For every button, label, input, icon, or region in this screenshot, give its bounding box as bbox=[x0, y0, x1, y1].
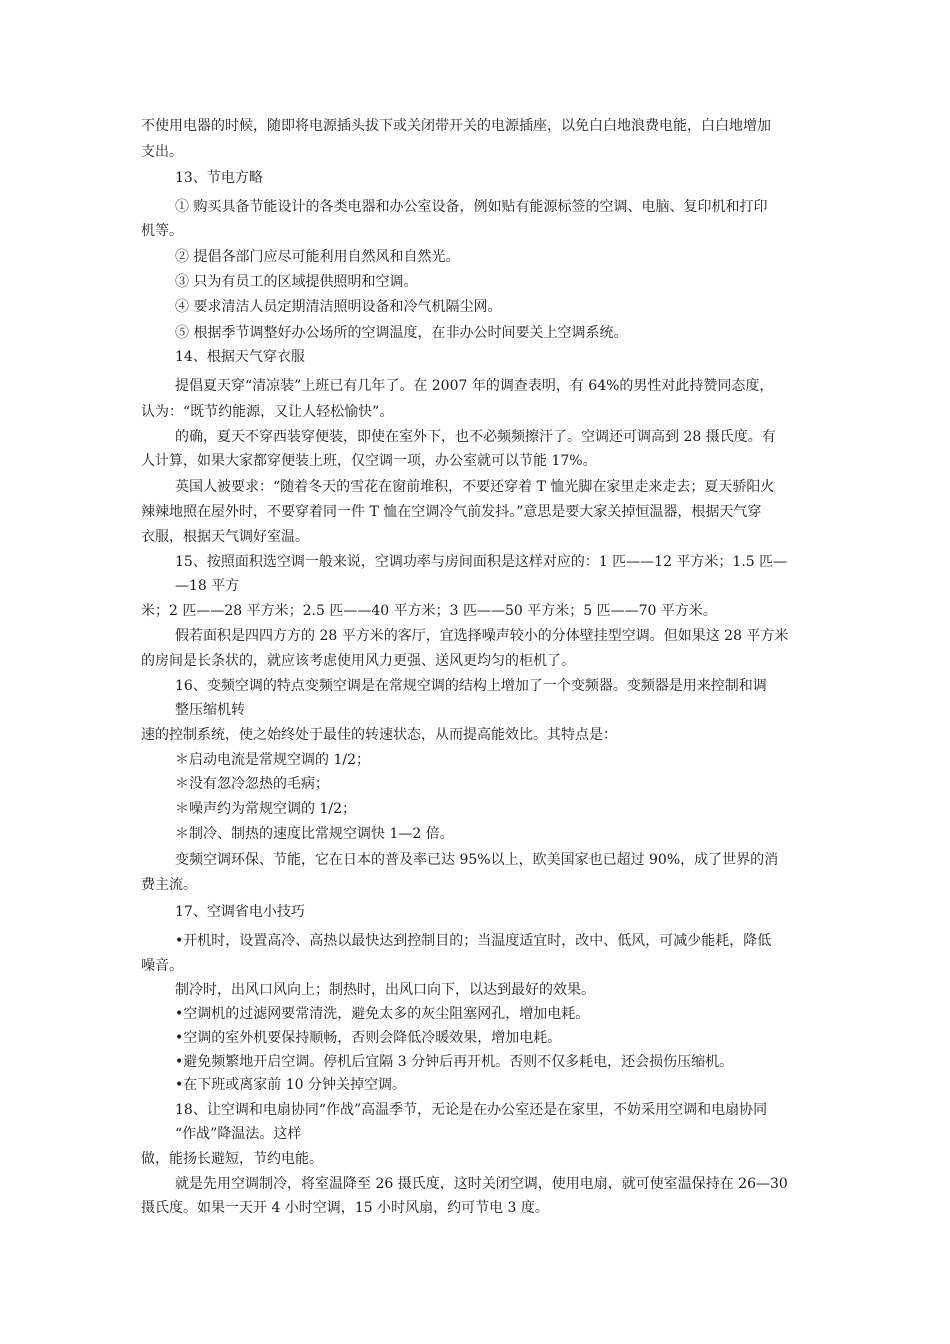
list-item: •在下班或离家前 10 分钟关掉空调。 bbox=[175, 1077, 406, 1093]
section-heading: 15、按照面积选空调一般来说，空调功率与房间面积是这样对应的：1 匹——12 平方米；1.5 匹— bbox=[175, 554, 788, 570]
list-item: ⑤ 根据季节调整好办公场所的空调温度，在非办公时间要关上空调系统。 bbox=[175, 325, 628, 341]
text-line: —18 平方 bbox=[175, 578, 240, 594]
text-line: 人计算，如果大家都穿便装上班，仅空调一项，办公室就可以节能 17%。 bbox=[141, 453, 597, 469]
section-heading: 16、变频空调的特点变频空调是在常规空调的结构上增加了一个变频器。变频器是用来控制和调 bbox=[175, 678, 767, 694]
text-line: 速的控制系统，使之始终处于最佳的转速状态，从而提高能效比。其特点是： bbox=[141, 727, 617, 743]
text-line: 提倡夏天穿“清凉装”上班已有几年了。在 2007 年的调查表明，有 64%的男性对此持赞同态度， bbox=[175, 378, 774, 394]
text-line: 不使用电器的时候，随即将电源插头拔下或关闭带开关的电源插座，以免白白地浪费电能，白白地增加 bbox=[141, 118, 771, 134]
list-item: ④ 要求清洁人员定期清洁照明设备和冷气机隔尘网。 bbox=[175, 299, 502, 315]
text-line: 辣辣地照在屋外时，不要穿着同一件 T 恤在空调冷气前发抖。”意思是要大家关掉恒温器，根据天气穿 bbox=[141, 504, 762, 520]
text-line: 费主流。 bbox=[141, 877, 197, 893]
list-item: ① 购买具备节能设计的各类电器和办公室设备，例如贴有能源标签的空调、电脑、复印机和打印 bbox=[175, 199, 768, 215]
list-item: •开机时，设置高冷、高热以最快达到控制目的；当温度适宜时，改中、低风，可减少能耗，降低 bbox=[175, 933, 772, 949]
list-item: ＊噪声约为常规空调的 1/2； bbox=[175, 801, 356, 817]
text-line: 制冷时，出风口风向上；制热时，出风口向下，以达到最好的效果。 bbox=[175, 982, 595, 998]
list-item: •空调机的过滤网要常清洗，避免太多的灰尘阻塞网孔，增加电耗。 bbox=[175, 1006, 590, 1022]
text-line: 英国人被要求：“随着冬天的雪花在窗前堆积，不要还穿着 T 恤光脚在家里走来走去；夏天骄阳火 bbox=[175, 479, 775, 495]
list-item: ＊制冷、制热的速度比常规空调快 1—2 倍。 bbox=[175, 826, 454, 842]
text-line: “作战”降温法。这样 bbox=[175, 1126, 302, 1142]
list-item: ② 提倡各部门应尽可能利用自然风和自然光。 bbox=[175, 249, 460, 265]
text-line: 做，能扬长避短，节约电能。 bbox=[141, 1151, 323, 1167]
text-line: 假若面积是四四方方的 28 平方米的客厅，宜选择噪声较小的分体壁挂型空调。但如果这 28 平方米 bbox=[175, 628, 789, 644]
text-line: 的确，夏天不穿西装穿便装，即使在室外下，也不必频频擦汗了。空调还可调高到 28 摄氏度。有 bbox=[175, 429, 776, 445]
text-line: 就是先用空调制冷，将室温降至 26 摄氏度，这时关闭空调，使用电扇，就可使室温保持在 26—30 bbox=[175, 1176, 788, 1192]
text-line: 衣服，根据天气调好室温。 bbox=[141, 529, 309, 545]
section-heading: 14、根据天气穿衣服 bbox=[175, 349, 305, 365]
list-item: ③ 只为有员工的区域提供照明和空调。 bbox=[175, 274, 418, 290]
section-heading: 13、节电方略 bbox=[175, 170, 263, 186]
section-heading: 18、让空调和电扇协同“作战”高温季节，无论是在办公室还是在家里，不妨采用空调和电扇协同 bbox=[175, 1102, 768, 1118]
list-item: ＊没有忽冷忽热的毛病； bbox=[175, 776, 329, 792]
text-line: 的房间是长条状的，就应该考虑使用风力更强、送风更均匀的柜机了。 bbox=[141, 653, 575, 669]
text-line: 变频空调环保、节能，它在日本的普及率已达 95%以上，欧美国家也已超过 90%，成了世界的消 bbox=[175, 852, 779, 868]
text-line: 噪音。 bbox=[141, 958, 183, 974]
text-line: 支出。 bbox=[141, 144, 183, 160]
section-heading: 17、空调省电小技巧 bbox=[175, 904, 305, 920]
text-line: 认为：“既节约能源，又让人轻松愉快”。 bbox=[141, 404, 394, 420]
list-item: ＊启动电流是常规空调的 1/2； bbox=[175, 752, 370, 768]
text-line: 米；2 匹——28 平方米；2.5 匹——40 平方米；3 匹——50 平方米；5 匹——70 平方米。 bbox=[141, 603, 717, 619]
text-line: 摄氏度。如果一天开 4 小时空调，15 小时风扇，约可节电 3 度。 bbox=[141, 1200, 549, 1216]
text-line: 机等。 bbox=[141, 223, 183, 239]
text-line: 整压缩机转 bbox=[175, 702, 245, 718]
list-item: •避免频繁地开启空调。停机后宜隔 3 分钟后再开机。否则不仅多耗电，还会损伤压缩机。 bbox=[175, 1054, 734, 1070]
list-item: •空调的室外机要保持顺畅，否则会降低冷暖效果，增加电耗。 bbox=[175, 1030, 562, 1046]
